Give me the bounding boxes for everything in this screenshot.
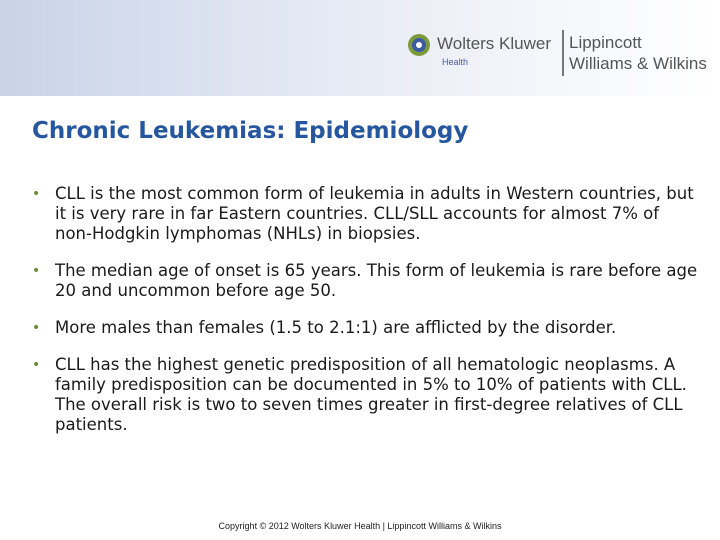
publisher-logo: [407, 30, 717, 80]
bullet-icon: •: [32, 357, 41, 373]
bullet-list: [30, 184, 700, 452]
bullet-icon: •: [32, 263, 41, 279]
copyright-footer: Copyright © 2012 Wolters Kluwer Health | Lippincott Williams & Wilkins: [218, 521, 502, 531]
bullet-text: CLL has the highest genetic predisposition of all hematologic neoplasms. A family predisposition can be documented in 5% to 10% of patients with CLL. The overall risk is two to seven times greater in first-degree relatives of CLL patients.: [55, 355, 687, 434]
slide-title: Chronic Leukemias: Epidemiology: [32, 118, 469, 144]
bullet-text: The median age of onset is 65 years. This form of leukemia is rare before age 20 and uncommon before age 50.: [55, 261, 698, 300]
bullet-item: [30, 318, 700, 338]
logo-divider: [562, 30, 564, 76]
logo-brand-text: Wolters Kluwer: [437, 34, 551, 53]
bullet-text: More males than females (1.5 to 2.1:1) are afflicted by the disorder.: [55, 318, 617, 337]
bullet-item: [30, 184, 700, 244]
bullet-text: CLL is the most common form of leukemia in adults in Western countries, but it is very rare in far Eastern countries. CLL/SLL accounts for almost 7% of non-Hodgkin lymphomas (NHLs) in biopsies.: [55, 184, 694, 243]
logo-partner-text: [569, 32, 707, 74]
bullet-item: [30, 261, 700, 301]
bullet-icon: •: [32, 186, 41, 202]
wolters-kluwer-logo-icon: [407, 33, 431, 57]
logo-partner-line-1: Lippincott: [569, 33, 642, 52]
logo-division-text: Health: [442, 57, 469, 67]
bullet-icon: •: [32, 320, 41, 336]
bullet-item: [30, 355, 700, 435]
logo-partner-line-2: Williams & Wilkins: [569, 54, 707, 73]
